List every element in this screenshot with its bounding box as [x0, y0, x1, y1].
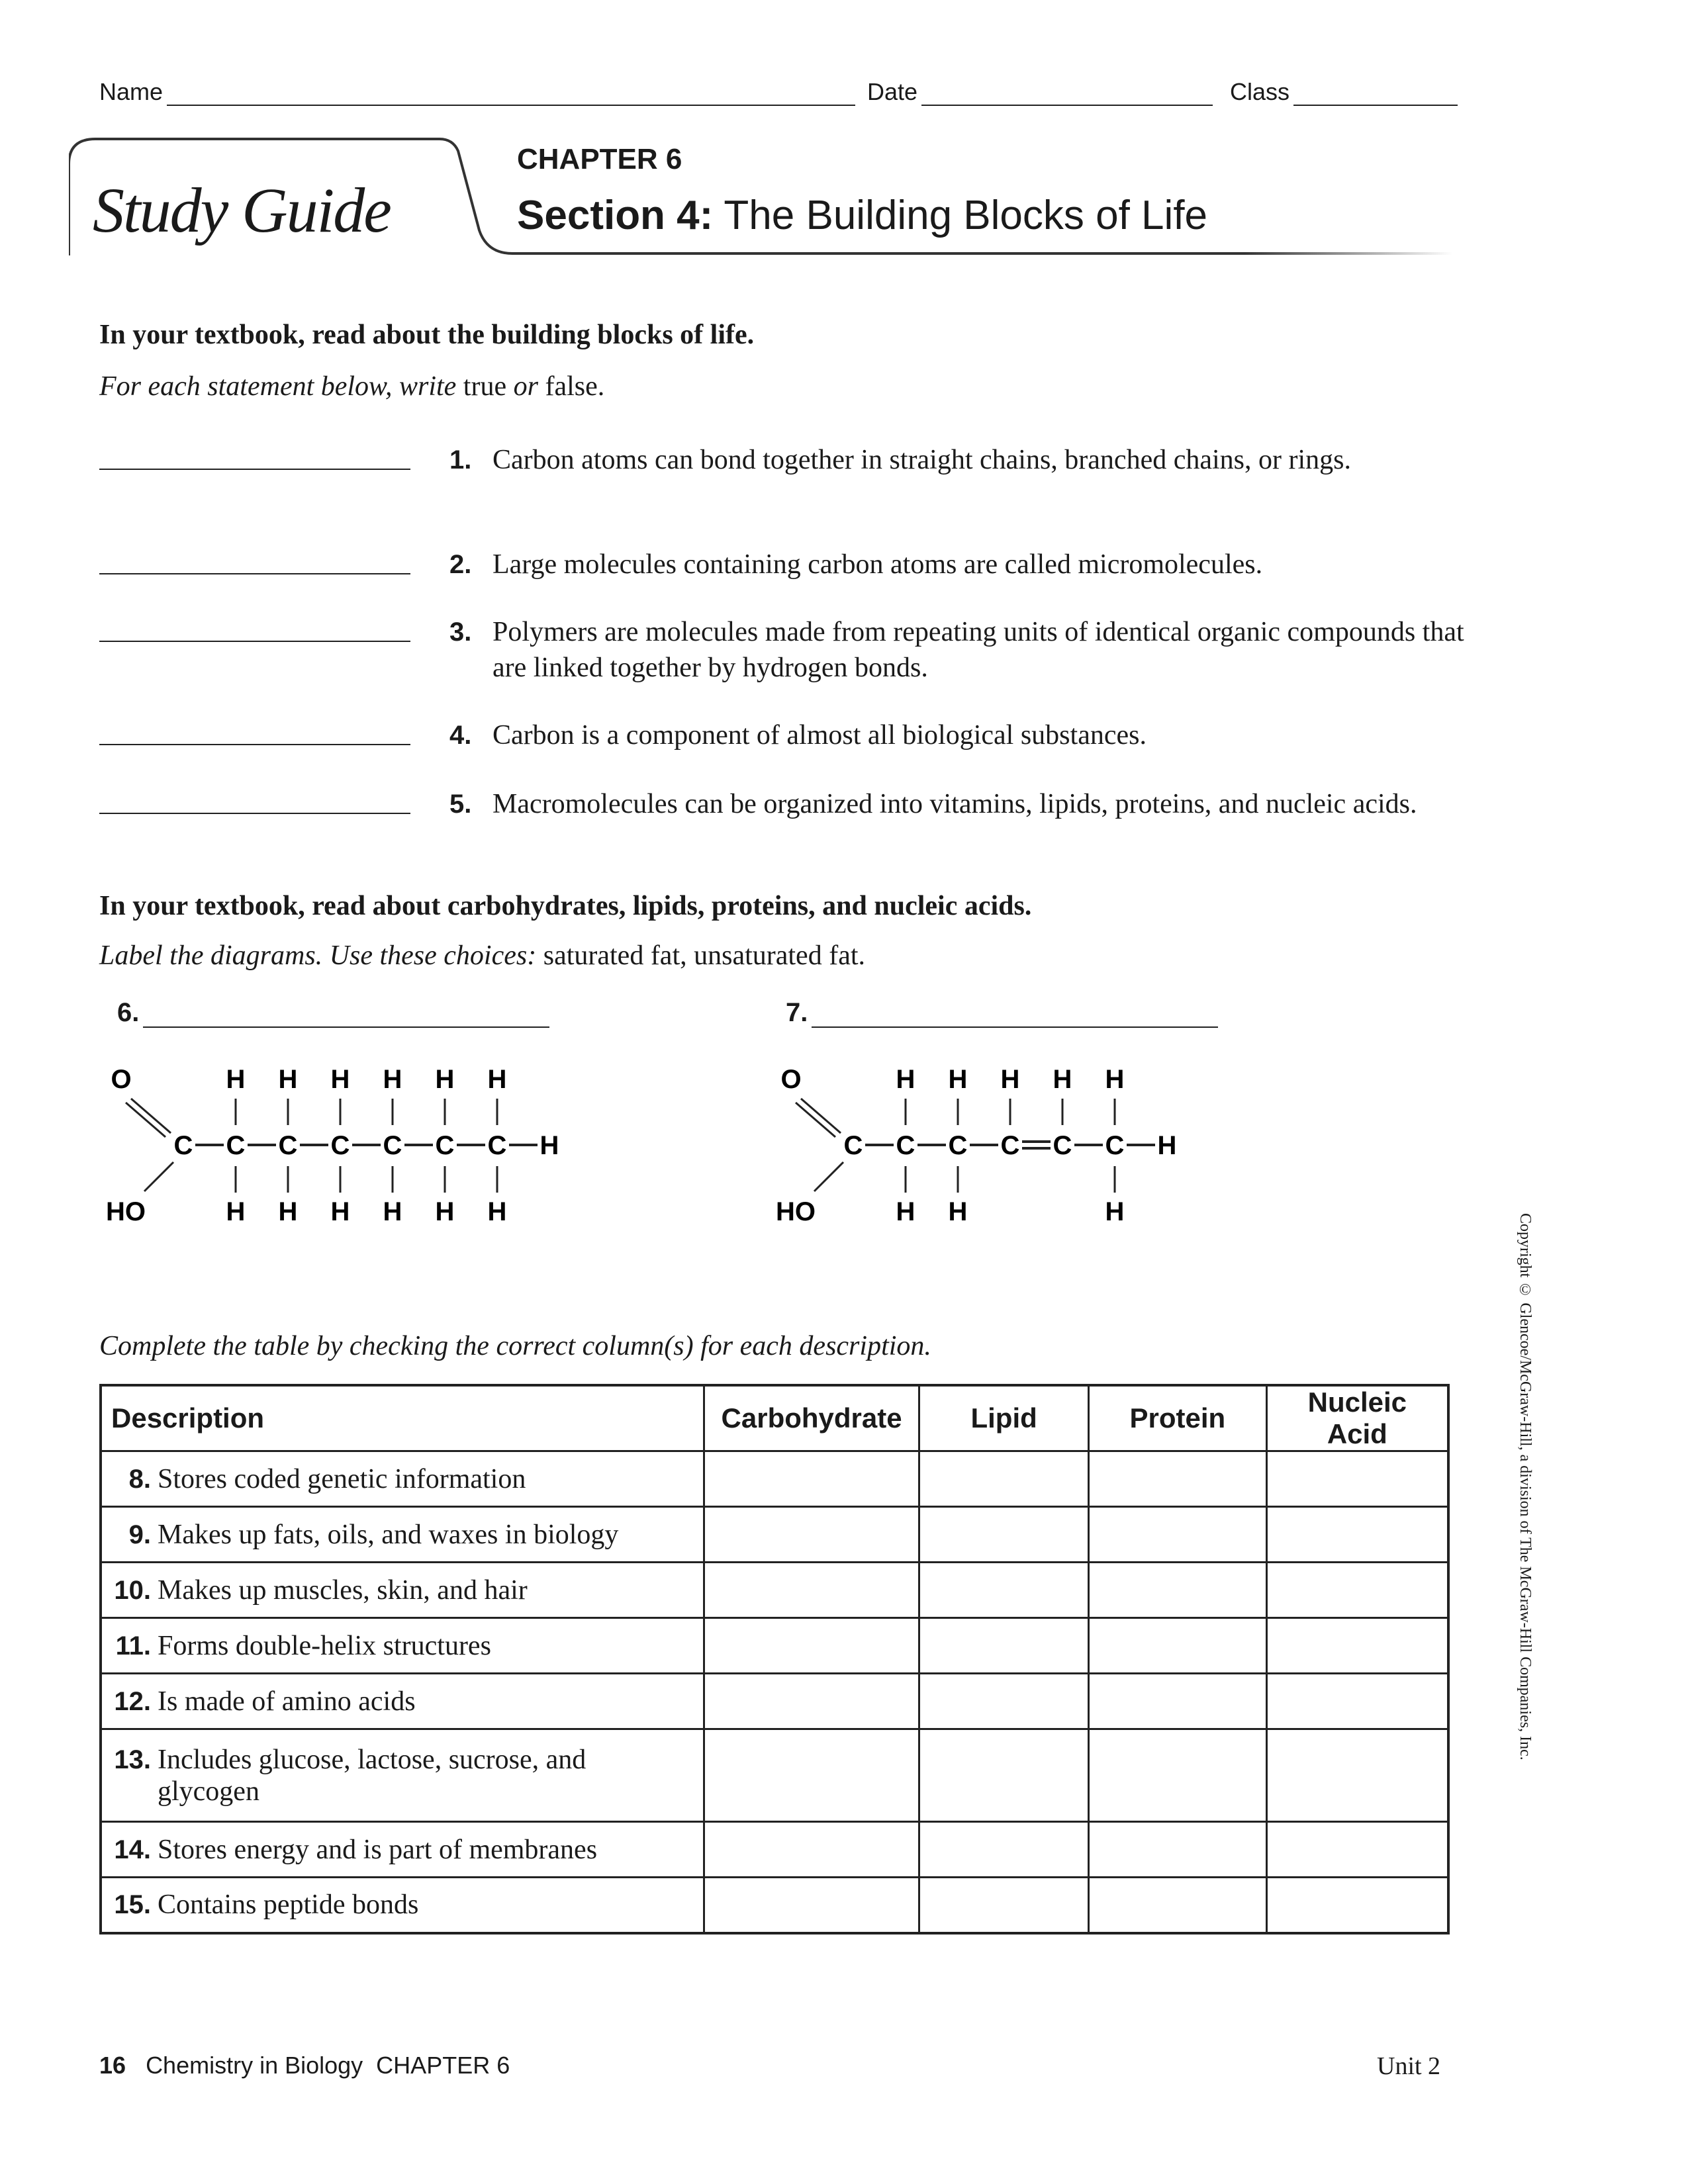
double-bond-oxygen — [801, 1099, 841, 1133]
description-cell: 13. Includes glucose, lactose, sucrose, and glycogen — [101, 1729, 704, 1822]
instruction-part2: In your textbook, read about carbohydrates, lipids, proteins, and nucleic acids. — [99, 891, 1032, 921]
book-title: Chemistry in Biology CHAPTER 6 — [146, 2052, 510, 2079]
check-cell-lipid[interactable] — [919, 1507, 1089, 1563]
oxygen-atom: O — [111, 1065, 132, 1094]
check-cell-carbohydrate[interactable] — [704, 1563, 919, 1618]
hydrogen-atom: H — [435, 1197, 455, 1226]
check-cell-nucleic-acid[interactable] — [1266, 1507, 1448, 1563]
hydrogen-atom: H — [226, 1065, 246, 1094]
hydrogen-atom: H — [330, 1197, 350, 1226]
item-statement: Large molecules containing carbon atoms are called micromolecules. — [492, 549, 1263, 580]
direction-part3: Complete the table by checking the correct column(s) for each description. — [99, 1331, 931, 1361]
table-header-row — [101, 1385, 1448, 1451]
column-header: Protein — [1089, 1385, 1267, 1451]
hydrogen-atom: H — [1053, 1065, 1072, 1094]
chapter-label: CHAPTER 6 — [517, 143, 682, 175]
description-cell: 10. Makes up muscles, skin, and hair — [101, 1563, 704, 1618]
hydrogen-atom: H — [487, 1065, 507, 1094]
description-cell: 14. Stores energy and is part of membranes — [101, 1822, 704, 1878]
item-statement: Carbon is a component of almost all biological substances. — [492, 720, 1147, 751]
class-label: Class — [1230, 78, 1290, 105]
hydrogen-atom: H — [1105, 1197, 1125, 1226]
check-cell-protein[interactable] — [1089, 1618, 1267, 1674]
description-cell: 9. Makes up fats, oils, and waxes in biology — [101, 1507, 704, 1563]
column-header: Carbohydrate — [704, 1385, 919, 1451]
check-cell-carbohydrate[interactable] — [704, 1674, 919, 1729]
check-cell-nucleic-acid[interactable] — [1266, 1618, 1448, 1674]
carbon-atom: C — [1105, 1131, 1125, 1160]
single-bond-hydroxyl — [814, 1162, 843, 1191]
instruction-part1: In your textbook, read about the building blocks of life. — [99, 320, 755, 350]
column-header: Lipid — [919, 1385, 1089, 1451]
hydrogen-atom: H — [330, 1065, 350, 1094]
check-cell-carbohydrate[interactable] — [704, 1878, 919, 1933]
hydrogen-atom: H — [435, 1065, 455, 1094]
column-header: Description — [101, 1385, 704, 1451]
check-cell-lipid[interactable] — [919, 1451, 1089, 1507]
double-bond-oxygen — [131, 1099, 171, 1133]
check-cell-carbohydrate[interactable] — [704, 1618, 919, 1674]
table-row — [101, 1563, 1448, 1618]
check-cell-carbohydrate[interactable] — [704, 1507, 919, 1563]
hydroxyl-group: HO — [106, 1197, 146, 1226]
column-header: Nucleic Acid — [1266, 1385, 1448, 1451]
hydrogen-atom: H — [1000, 1065, 1020, 1094]
check-cell-protein[interactable] — [1089, 1878, 1267, 1933]
diagram-6-answer[interactable]: 6. — [117, 998, 553, 1028]
oxygen-atom: O — [780, 1065, 802, 1094]
carbon-atom: C — [948, 1131, 968, 1160]
hydrogen-atom: H — [1105, 1065, 1125, 1094]
check-cell-protein[interactable] — [1089, 1563, 1267, 1618]
check-cell-carbohydrate[interactable] — [704, 1822, 919, 1878]
page-number: 16 — [99, 2052, 126, 2079]
hydrogen-atom: H — [539, 1131, 559, 1160]
item-number: 3. — [449, 617, 472, 647]
direction-part2: Label the diagrams. Use these choices: saturated fat, unsaturated fat. — [99, 940, 865, 971]
check-cell-lipid[interactable] — [919, 1674, 1089, 1729]
table-row — [101, 1878, 1448, 1933]
description-cell: 12. Is made of amino acids — [101, 1674, 704, 1729]
carbon-atom: C — [435, 1131, 455, 1160]
table-row — [101, 1729, 1448, 1822]
check-cell-protein[interactable] — [1089, 1729, 1267, 1822]
check-cell-protein[interactable] — [1089, 1507, 1267, 1563]
carbon-atom: C — [1053, 1131, 1072, 1160]
hydrogen-atom: H — [278, 1065, 298, 1094]
check-cell-protein[interactable] — [1089, 1451, 1267, 1507]
hydrogen-atom: H — [278, 1197, 298, 1226]
direction-part1: For each statement below, write true or false. — [99, 371, 605, 402]
hydrogen-atom: H — [487, 1197, 507, 1226]
carbon-atom: C — [487, 1131, 507, 1160]
hydrogen-atom: H — [948, 1065, 968, 1094]
diagram-7-answer[interactable]: 7. — [786, 998, 1222, 1028]
check-cell-nucleic-acid[interactable] — [1266, 1878, 1448, 1933]
classification-table — [99, 1384, 1450, 1934]
item-statement: Carbon atoms can bond together in straight chains, branched chains, or rings. — [492, 445, 1351, 475]
table-row — [101, 1451, 1448, 1507]
check-cell-lipid[interactable] — [919, 1563, 1089, 1618]
carbon-atom: C — [843, 1131, 863, 1160]
section-number: Section 4: — [517, 193, 714, 238]
table-row — [101, 1674, 1448, 1729]
footer-left — [99, 2052, 510, 2079]
carbon-atom: C — [226, 1131, 246, 1160]
hydrogen-atom: H — [1157, 1131, 1177, 1160]
hydrogen-atom: H — [896, 1065, 915, 1094]
item-number: 1. — [449, 445, 472, 475]
check-cell-lipid[interactable] — [919, 1618, 1089, 1674]
check-cell-nucleic-acid[interactable] — [1266, 1729, 1448, 1822]
check-cell-lipid[interactable] — [919, 1822, 1089, 1878]
date-label: Date — [867, 78, 918, 105]
table-row — [101, 1618, 1448, 1674]
table-row — [101, 1507, 1448, 1563]
check-cell-carbohydrate[interactable] — [704, 1729, 919, 1822]
copyright-notice: Copyright © Glencoe/McGraw-Hill, a division of The McGraw-Hill Companies, Inc. — [1517, 1213, 1534, 1760]
table-row — [101, 1822, 1448, 1878]
check-cell-nucleic-acid[interactable] — [1266, 1822, 1448, 1878]
item-statement: Macromolecules can be organized into vitamins, lipids, proteins, and nucleic acids. — [492, 789, 1417, 819]
carbon-atom: C — [278, 1131, 298, 1160]
hydrogen-atom: H — [383, 1065, 402, 1094]
description-cell: 11. Forms double-helix structures — [101, 1618, 704, 1674]
carbon-atom: C — [383, 1131, 402, 1160]
name-label: Name — [99, 78, 164, 105]
check-cell-lipid[interactable] — [919, 1878, 1089, 1933]
description-cell: 8. Stores coded genetic information — [101, 1451, 704, 1507]
unit-label: Unit 2 — [1377, 2052, 1441, 2080]
double-bond-oxygen — [126, 1103, 165, 1137]
hydroxyl-group: HO — [776, 1197, 816, 1226]
section-name: The Building Blocks of Life — [713, 193, 1208, 238]
item-number: 5. — [449, 790, 472, 819]
hydrogen-atom: H — [948, 1197, 968, 1226]
carbon-atom: C — [173, 1131, 193, 1160]
item-number: 4. — [449, 721, 472, 750]
description-cell: 15. Contains peptide bonds — [101, 1878, 704, 1933]
carbon-atom: C — [330, 1131, 350, 1160]
hydrogen-atom: H — [896, 1197, 915, 1226]
check-cell-lipid[interactable] — [919, 1729, 1089, 1822]
hydrogen-atom: H — [383, 1197, 402, 1226]
check-cell-protein[interactable] — [1089, 1822, 1267, 1878]
check-cell-protein[interactable] — [1089, 1674, 1267, 1729]
item-number: 2. — [449, 550, 472, 579]
item-statement: Polymers are molecules made from repeating units of identical organic compounds that are linked together by hydrogen bonds. — [492, 617, 1464, 683]
check-cell-nucleic-acid[interactable] — [1266, 1563, 1448, 1618]
hydrogen-atom: H — [226, 1197, 246, 1226]
carbon-atom: C — [1000, 1131, 1020, 1160]
single-bond-hydroxyl — [144, 1162, 173, 1191]
study-guide-title: Study Guide — [93, 175, 391, 246]
check-cell-carbohydrate[interactable] — [704, 1451, 919, 1507]
carbon-atom: C — [896, 1131, 915, 1160]
check-cell-nucleic-acid[interactable] — [1266, 1451, 1448, 1507]
check-cell-nucleic-acid[interactable] — [1266, 1674, 1448, 1729]
double-bond-oxygen — [796, 1103, 835, 1137]
